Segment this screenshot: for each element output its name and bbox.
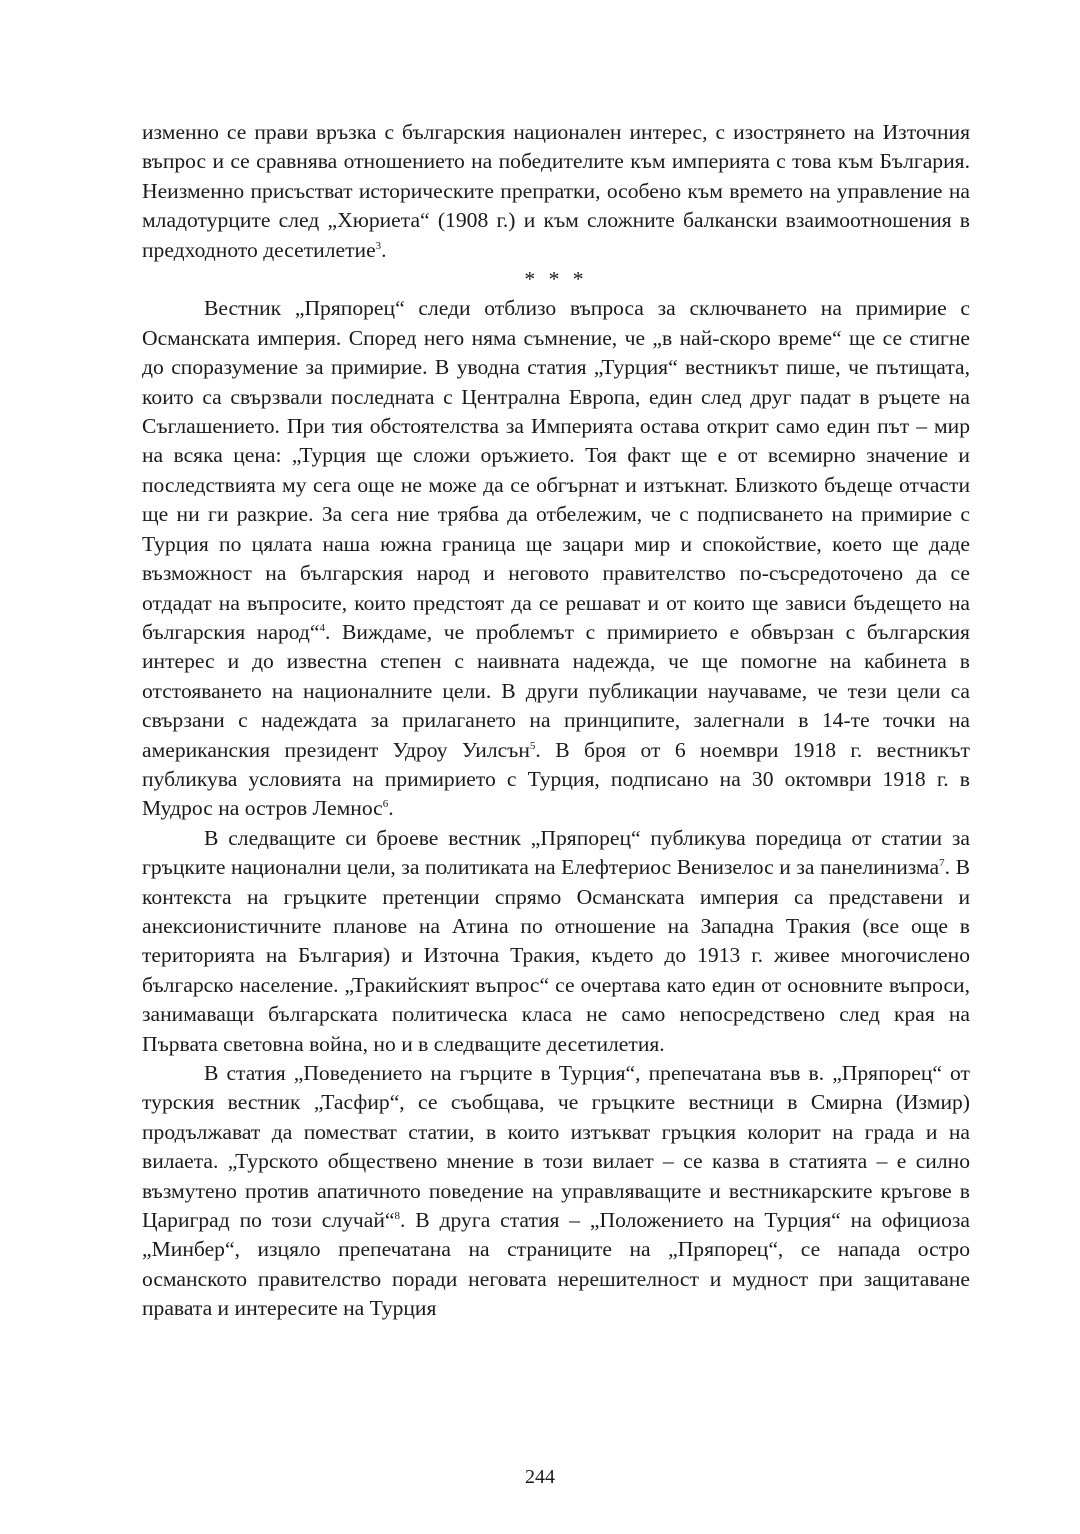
paragraph-2-part-d: . [388,796,394,821]
footnote-ref-7: 7 [939,856,945,869]
footnote-ref-6: 6 [382,798,389,811]
footnote-ref-4: 4 [319,621,325,634]
paragraph-2-part-a: Вестник „Пряпорец“ следи отблизо въпроса за сключването на примирие с Османската империя. Според него няма съмнение, че „в най-скоро време“ ще се стигне до споразумение за примирие. В уводна статия „Турция“ вестникът пише, че пътищата, които са свързвали последната с Централна Европа, един след друг падат в ръцете на Съглашението. При тия обстоятелства за Империята остава открит само един път – мир на всяка цена: „Турция ще сложи оръжието. Тоя факт ще е от всемирно значение и последствията му сега още не може да се обгърнат и изтъкнат. Близкото бъдеще отчасти ще ни ги разкрие. За сега ние трябва да отбележим, че с подписването на примирие с Турция по цялата наша южна граница ще зацари мир и спокойствие, което ще даде възможност на българския народ и неговото правителство по-съсредоточено да се отдадат на въпросите, които предстоят да се решават и от които ще зависи бъдещето на българския народ“ [142,296,970,644]
paragraph-2 [142,294,970,823]
paragraph-1-text: изменно се прави връзка с българския национален интерес, с изострянето на Източния въпрос и се сравнява отношението на победителите към империята с това към България. Неизменно присъстват историческите препратки, особено към времето на управление на младотурците след „Хюриета“ (1908 г.) и към сложните балкански взаимоотношения в предходното десетилетие [142,120,970,262]
paragraph-4-part-b: . В друга статия – „Положението на Турция“ на официоза „Минбер“, изцяло препечатана на страниците на „Пряпорец“, се напада остро османското правителство поради неговата нерешителност и мудност при защитаване правата и интересите на Турция [142,1208,970,1321]
paragraph-3 [142,824,970,1059]
paragraph-1-end: . [381,237,387,262]
paragraph-2-part-c: . В броя от 6 ноември 1918 г. вестникът публикува условията на примирието с Турция, подписано на 30 октомври 1918 г. в Мудрос на остров Лемнос [142,737,970,821]
footnote-ref-3: 3 [375,239,382,252]
paragraph-3-part-a: В следващите си броеве вестник „Пряпорец“ публикува поредица от статии за гръцките национални цели, за политиката на Елефтериос Венизелос и за панелинизма [142,825,970,880]
section-separator: * * * [524,267,588,292]
footnote-ref-5: 5 [529,739,536,752]
paragraph-4 [142,1059,970,1324]
paragraph-3-part-b: . В контекста на гръцките претенции спрямо Османската империя са представени и анексионистичните планове на Атина по отношение на Западна Тракия (все още в територията на България) и Източна Тракия, където до 1913 г. живее многочислено българско население. „Тракийският въпрос“ се очертава като един от основните въпроси, занимаващи българската политическа класа не само непосредствено след края на Първата световна война, но и в следващите десетилетия. [142,855,970,1056]
footnote-ref-8: 8 [394,1209,400,1222]
paragraph-2-part-b: . Виждаме, че проблемът с примирието е обвързан с българския интерес и до известна степен с наивната надежда, че ще помогне на кабинета в отстояването на националните цели. В други публикации научаваме, че тези цели са свързани с надеждата за прилагането на принципите, залегнали в 14-те точки на американския президент Удроу Уилсън [142,619,970,762]
paragraph-4-part-a: В статия „Поведението на гърците в Турция“, препечатана във в. „Пряпорец“ от турския вестник „Тасфир“, се съобщава, че гръцките вестници в Смирна (Измир) продължават да поместват статии, в които изтъкват гръцкия колорит на града и на вилаета. „Турското обществено мнение в този вилает – се казва в статията – е силно възмутено против апатичното поведение на управляващите и вестникарските кръгове в Цариград по този случай“ [142,1061,970,1233]
body-text [142,118,970,1324]
paragraph-1 [142,118,970,265]
page-number: 244 [525,1466,555,1488]
